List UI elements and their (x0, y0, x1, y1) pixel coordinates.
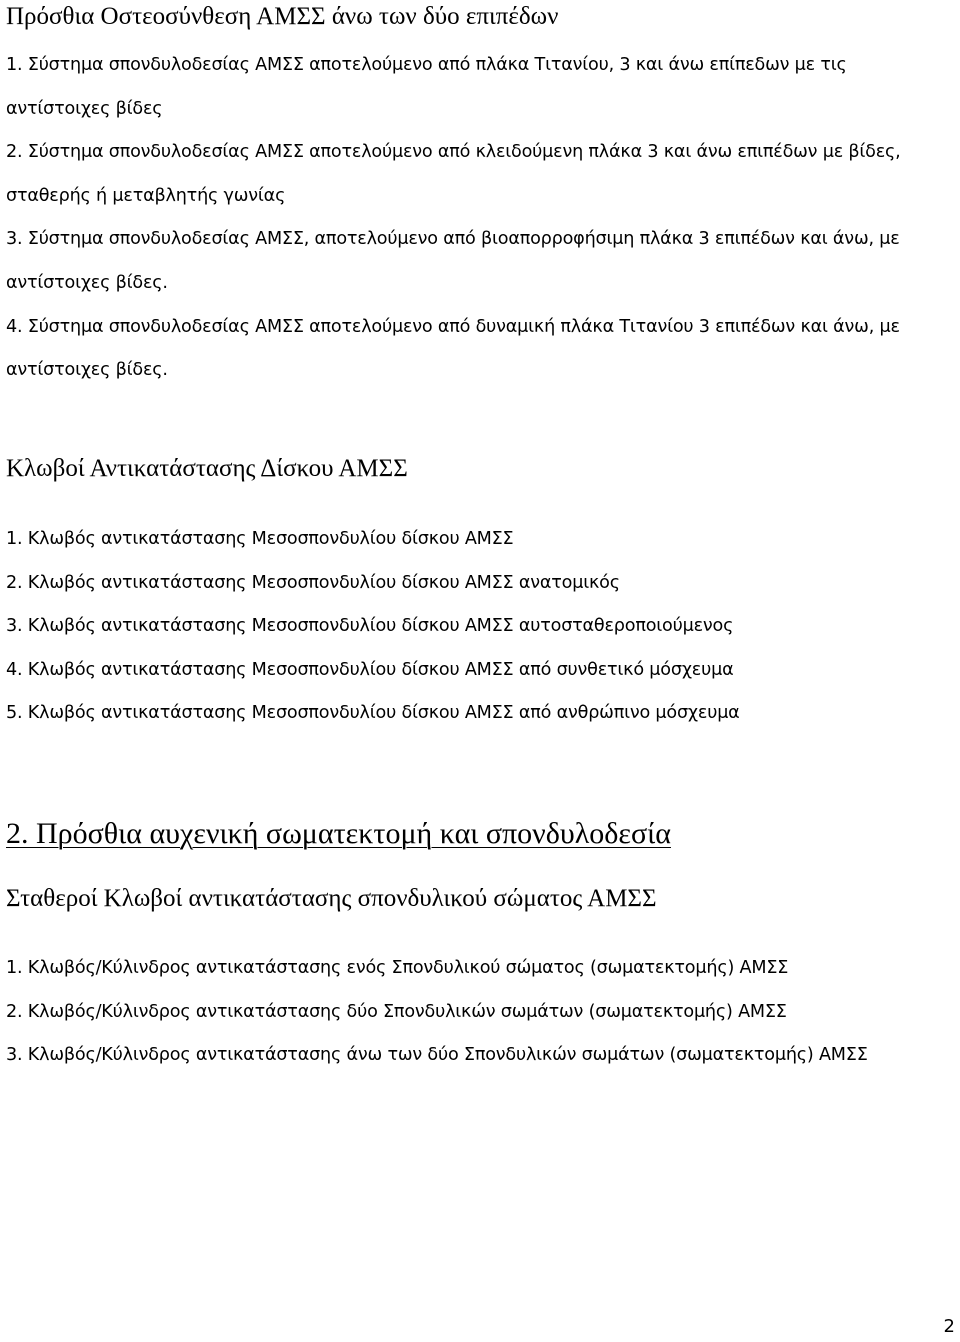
list-item: 2. Κλωβός/Κύλινδρος αντικατάστασης δύο Σπονδυλικών σωμάτων (σωματεκτομής) ΑΜΣΣ (6, 1001, 787, 1022)
section-title-cervical-corpectomy: 2. Πρόσθια αυχενική σωματεκτομή και σπονδυλοδεσία (6, 817, 671, 850)
list-item: 4. Κλωβός αντικατάστασης Μεσοσπονδυλίου δίσκου ΑΜΣΣ από συνθετικό μόσχευμα (6, 659, 734, 680)
section-title-fixed-cages: Σταθεροί Κλωβοί αντικατάστασης σπονδυλικού σώματος ΑΜΣΣ (6, 885, 657, 912)
list-item: 1. Κλωβός αντικατάστασης Μεσοσπονδυλίου δίσκου ΑΜΣΣ (6, 529, 514, 549)
page-number: 2 (943, 1316, 955, 1337)
list-item: 3. Κλωβός/Κύλινδρος αντικατάστασης άνω των δύο Σπονδυλικών σωμάτων (σωματεκτομής) ΑΜΣΣ (6, 1045, 868, 1066)
list-item: 3. Σύστημα σπονδυλοδεσίας ΑΜΣΣ, αποτελούμενο από βιοαπορροφήσιμη πλάκα 3 επιπέδων και άνω, με αντίστοιχες βίδες. (6, 229, 900, 293)
list-item: 1. Σύστημα σπονδυλοδεσίας ΑΜΣΣ αποτελούμενο από πλάκα Τιτανίου, 3 και άνω επίπεδων με τις αντίστοιχες βίδες (6, 55, 847, 119)
section-title-disc-cages: Κλωβοί Αντικατάστασης Δίσκου ΑΜΣΣ (6, 455, 408, 482)
fixed-cages-list (6, 947, 946, 1078)
list-item: 1. Κλωβός/Κύλινδρος αντικατάστασης ενός Σπονδυλικού σώματος (σωματεκτομής) ΑΜΣΣ (6, 958, 789, 978)
list-item: 4. Σύστημα σπονδυλοδεσίας ΑΜΣΣ αποτελούμενο από δυναμική πλάκα Τιτανίου 3 επιπέδων και άνω, με αντίστοιχες βίδες. (6, 316, 900, 381)
list-item: 5. Κλωβός αντικατάστασης Μεσοσπονδυλίου δίσκου ΑΜΣΣ από ανθρώπινο μόσχευμα (6, 703, 740, 724)
list-item: 2. Κλωβός αντικατάστασης Μεσοσπονδυλίου δίσκου ΑΜΣΣ ανατομικός (6, 572, 620, 593)
anterior-osteosynthesis-list (6, 44, 946, 393)
list-item: 3. Κλωβός αντικατάστασης Μεσοσπονδυλίου δίσκου ΑΜΣΣ αυτοσταθεροποιούμενος (6, 616, 734, 637)
list-item: 2. Σύστημα σπονδυλοδεσίας ΑΜΣΣ αποτελούμενο από κλειδούμενη πλάκα 3 και άνω επιπέδων με βίδες, σταθερής ή μεταβλητής γωνίας (6, 142, 901, 206)
section-title-anterior-osteosynthesis: Πρόσθια Οστεοσύνθεση ΑΜΣΣ άνω των δύο επιπέδων (6, 3, 559, 30)
disc-cages-list (6, 518, 946, 736)
